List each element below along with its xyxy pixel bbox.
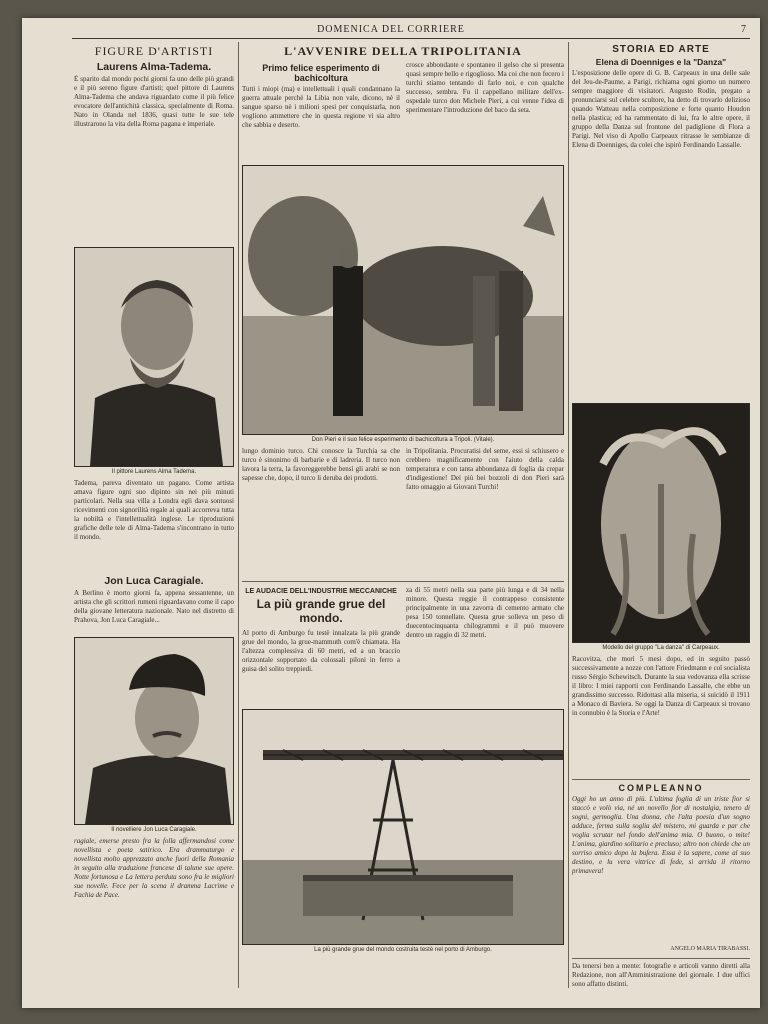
article-title: Elena di Doenniges e la "Danza"	[595, 57, 727, 67]
newspaper-page	[22, 18, 760, 1008]
portrait-image	[75, 248, 234, 466]
running-header: DOMENICA DEL CORRIERE	[317, 24, 465, 35]
poem-text: Oggi ho un anno di più. L'ultima foglia di un triste fior si staccò e volò via, né un novello fior di nostalgia, tenero di sogni, germoglia. Una donna, che l'alta poesia d'un sogno adduce, ferma sulla soglia del mistero, mi guarda e par che voglia scrutar nel fondo dell'anima mia. O buono, o mite! L'anima, giardino solitario e precluso; altro non chiede che un sorriso amico dopo la bufera. Essa è la sapere, come al suo destino, e lu vera vittrice di fede, si arrida il ritorno primavera!	[572, 795, 750, 875]
column-left	[74, 42, 234, 988]
article-text: Racovitza, che morì 5 mesi dopo, ed in seguito passò successivamente a nozze con l'attore Friedmann e col socialista russo Sérgio Schewitsch. Durante la sua vedovanza ella scrisse il libro: I miei rapporti con Ferdinando Lassalle, che ebbe un grandissimo successo. Ridottasi alla miseria, si suicidò il 1911 a Monaco di Baviera. Se oggi la Danza di Carpeaux si trovano in connubio è la Storia e l'Arte!	[572, 655, 750, 717]
sculpture-image	[573, 404, 750, 642]
article-title: La più grande grue del mondo.	[256, 597, 386, 625]
portrait-photo	[74, 247, 234, 467]
article-text: Tutti i miopi (ma) e intellettuali i quali condannano la guerra attuale perchè la Libia non vale, dicono, nè il sangue sparso nè i milioni spesi per conquistarla, non vogliono ammettere che in questa regione vi sia altro che sabbia e deserto.	[242, 85, 400, 129]
column-right	[572, 42, 750, 988]
article-text: lungo dominio turco. Chi conosce la Turchia sa che turco è sinonimo di barbarie e di ladreria. Il turco non lavora la terra, la favoreggerebbe bensì gli arabi se non sapesse che, dopo, il turco li deruba dei prodotti.	[242, 447, 400, 482]
photo-caption: Don Pieri e il suo felice esperimento di bachicoltura a Tripoli. (Vitale).	[311, 437, 495, 443]
photo-caption: La più grande grue del mondo costruita testè nel porto di Amburgo.	[314, 947, 492, 953]
editorial-note: Da tenersi ben a mente: fotografie e articoli vanno diretti alla Redazione, non all'Amministrazione del giornale. I due uffici sono affatto distinti.	[572, 958, 750, 988]
portrait-photo	[74, 637, 234, 825]
photo-caption: Il pittore Laurens Alma Tadema.	[111, 469, 197, 475]
article-text: L'esposizione delle opere di G. B. Carpeaux in una delle sale del Jeu-de-Paume, a Parigi, richiama ogni giorno un numero sempre maggiore di visitatori. Augusto Rodin, pregato a pronunciarsi sul celebre scultore, ha detto di trovarlo delizioso quando Watteau nella composizione e forte quanto Houdon nella plastica; ed ha rammentato di lui, fra le altre opere, il gruppo della Danza sul frontone del padiglione di Flora a Parigi. Nel viso di Apollo Carpeaux ritrasse le sembianze di Elena di Doenniges, da colei che ispirò Ferdinando Lassalle.	[572, 69, 750, 149]
section-title: L'AVVENIRE DELLA TRIPOLITANIA	[284, 44, 522, 58]
column-divider	[238, 42, 239, 988]
article-text: crosce abbondante e spontaneo il gelso che si presenta quasi sempre bello e rigoglioso. Ma coi che non fecero i turchi stiamo tentando di farlo noi, e con qualche successo, sembra. Fu il cappellano militare dell'ex-ospedale turco don Michele Pieri, a cui venne l'idea di sperimentare l'introduzione del baco da seta.	[406, 61, 564, 114]
photo-caption: Modello del gruppo "La danza" di Carpeaux.	[602, 645, 720, 651]
article-top-row	[242, 61, 564, 157]
article-subtitle: Primo felice esperimento di bachicoltura	[262, 63, 380, 83]
article-title: Jon Luca Caragiale.	[104, 575, 204, 587]
article-text: Tadema, pareva diventato un pagano. Come artista amava figure ogni suo dipinto sin nei più minuti particolari. Nella sua villa a Londra egli dava sontuosi ricevimenti con signorilità regale ai quali accorreva tutta la nobiltà e l'intellettualità inglese. Le riproduzioni grafiche delle tele di Alma-Tadema s'incontrano in tutto il mondo.	[74, 479, 234, 541]
photo-caption: Il novelliere Jon Luca Caragiale.	[111, 827, 197, 833]
article-title: Laurens Alma-Tadema.	[96, 61, 212, 73]
article-text: za di 55 metri nella sua parte più lunga e di 34 nella minore. Questa reggie il contrappeso consistente principalmente in una zavorra di cemento armato che pesa 150 tonnellate. Questa grue solleva un peso di duecentocinquanta chilogrammi e il può muovere dentro un raggio di 32 metri.	[406, 586, 564, 639]
tripoli-image	[243, 166, 564, 434]
page-number: 7	[741, 24, 746, 35]
poem-author: ANGELO MARIA TIRABASSI.	[670, 946, 750, 952]
article-text: ragiale, emerse presto fra la folla affermandosi come novellista e poeta satirico. Era drammaturgo e novellista molto apprezzato anche fuori della Romania in seguito alla traduzione francese di talune sue opere. Notte fortunosa e La lettera perduta sono fra le migliori sue novelle. Fece per la scena il dramma Lacrime e Fachia de Pace.	[74, 837, 234, 899]
section-title: FIGURE D'ARTISTI	[94, 44, 214, 58]
crane-image	[243, 710, 564, 944]
column-center	[242, 42, 564, 988]
article-kicker: LE AUDACIE DELL'INDUSTRIE MECCANICHE	[245, 588, 397, 595]
poem-title: COMPLEANNO	[572, 779, 750, 793]
article-bottom-row	[242, 447, 564, 575]
article-text: Al porto di Amburgo fu testè innalzata la più grande grue del mondo, la grue-mammuth com'è chiamata. Ha l'altezza complessiva di 60 metri, ed a un braccio orizzontale sopportato da colossali piloni in ferro a guisa del solito treppiedi.	[242, 629, 400, 673]
article-text: A Berlino è morto giorni fa, appena sessantenne, un artista che gli scrittori rumeni riguardavano come il capo della giovane letteratura nazionale. Nato nel distretto di Prahova, Jon Luca Caragiale...	[74, 589, 234, 624]
column-divider	[568, 42, 569, 988]
sculpture-photo	[572, 403, 750, 643]
header-rule	[72, 38, 750, 39]
crane-photo	[242, 709, 564, 945]
portrait-image	[75, 638, 234, 824]
tripoli-photo	[242, 165, 564, 435]
article-text: in Tripolitania. Procuratisi del seme, essi si schiusero e crebbero magnificamente con l'aiuto della calda temperatura e con tanta abbondanza di foglia da crepar d'indigestione! Dei più bei bozzoli di don Pieri sarà fatto omaggio ai Giovani Turchi!	[406, 447, 564, 491]
section-title: STORIA ED ARTE	[612, 44, 710, 55]
crane-article	[242, 581, 564, 703]
article-text: È sparito dal mondo pochi giorni fa uno delle più grandi e il più sereno figure d'artisti; quel pittore di Laurens Alma-Tadema che andava riguardato come il più felice evocatore dell'antichità classica, specialmente di Roma. Nato in Olanda nel 1836, quasi tutte le sue tele illustrarono la vita della Roma pagana e imperiale.	[74, 75, 234, 128]
